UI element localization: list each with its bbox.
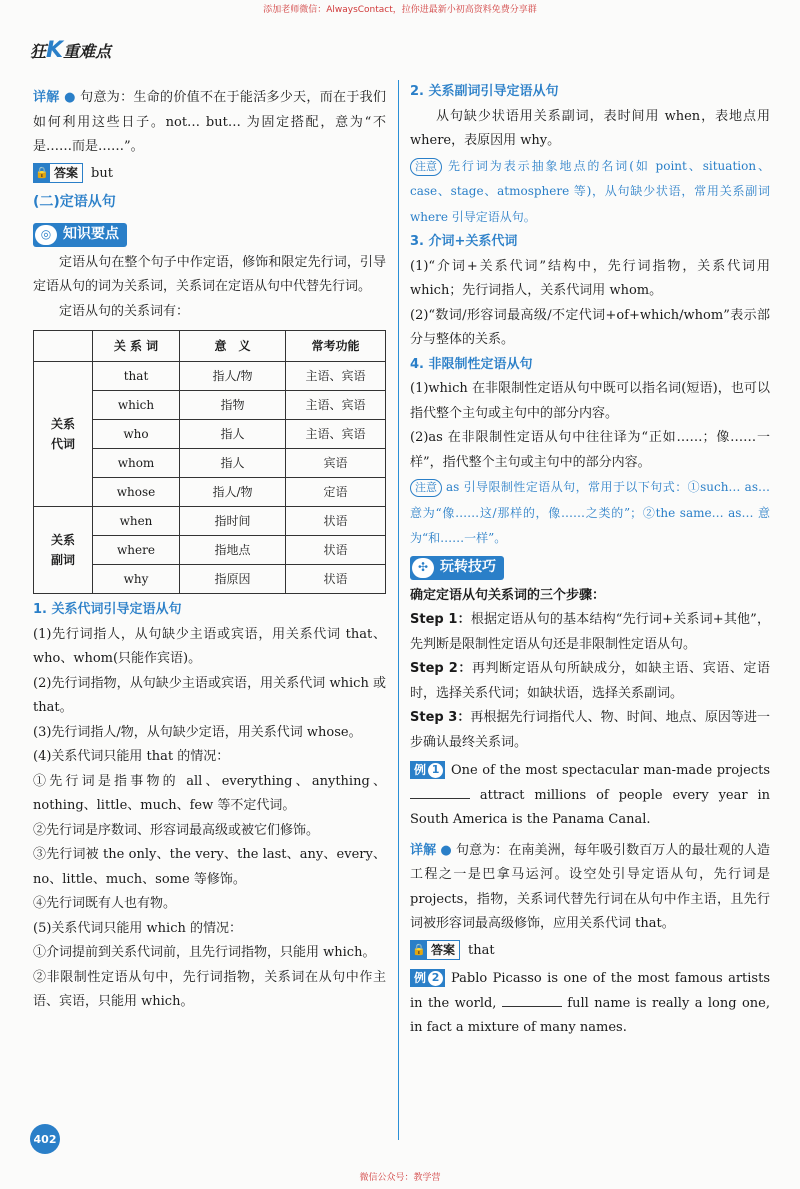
left-column [33, 86, 386, 1015]
step-text: 再判断定语从句所缺成分，如缺主语、宾语、定语时，选择关系代词；如缺状语，选择关系副词。 [410, 661, 770, 701]
detail-label: 详解 [410, 842, 437, 858]
detail-dot-icon: ● [59, 90, 81, 105]
left-paragraph: ③先行词被 the only、the very、the last、any、every、no、little、much、some 等修饰。 [33, 847, 386, 887]
example-2 [410, 967, 770, 1041]
note-1-text: 先行词为表示抽象地点的名词(如 point、situation、case、stage、atmosphere 等)，从句缺少状语，常用关系副词 where 引导定语从句。 [410, 158, 770, 224]
example-label: 例 [414, 763, 427, 777]
example-label: 例 [414, 971, 427, 985]
table-cell: 主语、宾语 [286, 420, 386, 449]
table-cell: whom [93, 449, 180, 478]
table-cell: whose [93, 478, 180, 507]
table-cell: 指物 [180, 391, 286, 420]
left-paragraph: ②非限制性定语从句中，先行词指物，关系词在从句中作主语、宾语，只能用 which。 [33, 969, 386, 1009]
example-1-text-a: One of the most spectacular man-made projects [451, 763, 770, 778]
bottom-footer: 微信公众号：教学营 [359, 1173, 441, 1183]
group-relative-pronoun: 关系 代词 [34, 362, 93, 507]
answer-2 [410, 939, 770, 964]
table-cell: 指人/物 [180, 478, 286, 507]
right-paragraph: (1)which 在非限制性定语从句中既可以指名词(短语)，也可以指代整个主句或主句中的部分内容。 [410, 381, 770, 421]
logo-post: 重难点 [63, 42, 112, 61]
table-cell: 指原因 [180, 565, 286, 594]
column-divider [398, 80, 399, 1140]
example-badge [410, 969, 445, 987]
table-header-row [34, 331, 386, 362]
left-paragraph: ④先行词既有人也有物。 [33, 896, 177, 911]
example-number: 2 [428, 971, 443, 986]
table-cell: 状语 [286, 536, 386, 565]
answer-2-value: that [468, 942, 495, 958]
table-row [34, 507, 386, 536]
group-relative-adverb: 关系 副词 [34, 507, 93, 594]
table-header-cell: 关 系 词 [93, 331, 180, 362]
table-header-cell: 意 义 [180, 331, 286, 362]
step-text: 根据定语从句的基本结构“先行词+关系词+其他”，先判断是限制性定语从句还是非限制性定语从句。 [410, 612, 770, 652]
right-paragraph: (2)“数词/形容词最高级/不定代词+of+which/whom”表示部分与整体的关系。 [410, 307, 770, 347]
example-number: 1 [428, 763, 443, 778]
table-header-cell [34, 331, 93, 362]
page-number: 402 [30, 1124, 60, 1154]
step-text: 再根据先行词指代人、物、时间、地点、原因等进一步确认最终关系词。 [410, 710, 770, 750]
table-cell: when [93, 507, 180, 536]
table-cell: where [93, 536, 180, 565]
detail-2-text: 句意为：在南美洲，每年吸引数百万人的最壮观的人造工程之一是巴拿马运河。设空处引导定语从句，先行词是 projects，指物，关系词代替先行词在从句中作主语，且先行词被形容词最高级修饰，应用关系代词 that。 [410, 842, 770, 931]
right-paragraph: (1)“介词+关系代词”结构中，先行词指物，关系代词用 which；先行词指人，关系代词用 whom。 [410, 258, 770, 298]
pinwheel-icon: ✣ [412, 558, 434, 578]
lock-icon: 🔒 [411, 941, 427, 959]
skill-badge [410, 556, 504, 580]
answer-blank [502, 992, 562, 1007]
table-row [34, 362, 386, 391]
logo-pre: 狂 [30, 42, 47, 61]
top-banner: 添加老师微信：AlwaysContact，拉你进最新小初高资料免费分享群 [263, 5, 537, 15]
step-1 [410, 608, 770, 657]
table-cell: 指人/物 [180, 362, 286, 391]
detail-1 [33, 86, 386, 160]
skill-title: 确定定语从句关系词的三个步骤： [410, 587, 606, 603]
table-cell: 主语、宾语 [286, 391, 386, 420]
table-cell: 状语 [286, 565, 386, 594]
left-paragraph: (1)先行词指人，从句缺少主语或宾语，用关系代词 that、who、whom(只能作宾语)。 [33, 626, 386, 666]
target-icon: ◎ [35, 225, 57, 245]
detail-dot-icon: ● [436, 842, 457, 858]
table-cell: 状语 [286, 507, 386, 536]
left-paragraph: (5)关系代词只能用 which 的情况： [33, 920, 242, 936]
right-paragraph: 从句缺少状语用关系副词，表时间用 when，表地点用 where，表原因用 why。 [410, 108, 770, 148]
answer-blank [410, 784, 470, 799]
table-cell: 主语、宾语 [286, 362, 386, 391]
detail-1-text: 句意为：生命的价值不在于能活多少天，而在于我们如何利用这些日子。not… but… 为固定搭配，意为“不是……而是……”。 [33, 90, 386, 154]
right-paragraph: (2)as 在非限制性定语从句中往往译为“正如……；像……一样”，指代整个主句或主句中的部分内容。 [410, 430, 770, 470]
note-1 [410, 154, 770, 231]
left-paragraph: ①介词提前到关系代词前，且先行词指物，只能用 which。 [33, 945, 376, 960]
answer-label: 答案 [54, 165, 79, 180]
note-2-text: as 引导限制性定语从句，常用于以下句式：①such… as… 意为“像……这/那样的，像……之类的”；②the same… as… 意为“和……一样”。 [410, 480, 770, 545]
table-header-cell: 常考功能 [286, 331, 386, 362]
heading-nonrestrictive: 4. 非限制性定语从句 [410, 356, 533, 372]
relative-words-table [33, 330, 386, 594]
table-cell: 指地点 [180, 536, 286, 565]
table-cell: 指时间 [180, 507, 286, 536]
heading-prep-pronoun: 3. 介词+关系代词 [410, 234, 518, 249]
detail-label: 详解 [33, 90, 60, 105]
table-cell: why [93, 565, 180, 594]
step-label: Step 1： [410, 612, 471, 627]
table-cell: that [93, 362, 180, 391]
step-2 [410, 657, 770, 706]
example-1-text-b: attract millions of people every year in South America is the Panama Canal. [410, 787, 770, 827]
table-cell: which [93, 391, 180, 420]
note-badge: 注意 [410, 158, 442, 176]
lock-icon: 🔒 [34, 164, 50, 182]
note-badge: 注意 [410, 479, 442, 497]
logo-k: K [46, 38, 64, 63]
note-2 [410, 475, 770, 552]
answer-1-value: but [91, 165, 113, 181]
heading-relative-adverb: 2. 关系副词引导定语从句 [410, 84, 559, 99]
skill-label: 玩转技巧 [440, 559, 496, 576]
left-paragraph: ②先行词是序数词、形容词最高级或被它们修饰。 [33, 822, 320, 838]
answer-1 [33, 162, 386, 187]
heading-relative-pronoun: 1. 关系代词引导定语从句 [33, 602, 182, 617]
knowledge-label: 知识要点 [63, 226, 119, 243]
detail-2 [410, 839, 770, 937]
right-column [410, 80, 770, 1041]
left-paragraph: (3)先行词指人/物，从句缺少定语，用关系代词 whose。 [33, 724, 362, 740]
table-cell: who [93, 420, 180, 449]
left-paragraph: ①先行词是指事物的 all、everything、anything、nothing、little、much、few 等不定代词。 [33, 773, 386, 813]
section-title: (二)定语从句 [33, 194, 116, 210]
example-2-text-a: Pablo Picasso is one of the most famous artists in the world, [410, 971, 770, 1011]
knowledge-badge [33, 223, 127, 247]
left-paragraph: (2)先行词指物，从句缺少主语或宾语，用关系代词 which 或 that。 [33, 675, 386, 715]
table-cell: 指人 [180, 449, 286, 478]
intro-2: 定语从句的关系词有： [59, 303, 190, 319]
left-paragraph: (4)关系代词只能用 that 的情况： [33, 749, 230, 764]
answer-badge [33, 163, 83, 183]
book-logo [30, 38, 111, 63]
step-3 [410, 706, 770, 755]
example-badge [410, 761, 445, 779]
answer-badge [410, 940, 460, 960]
table-cell: 宾语 [286, 449, 386, 478]
answer-label: 答案 [431, 942, 456, 957]
step-label: Step 2： [410, 661, 472, 676]
table-cell: 定语 [286, 478, 386, 507]
example-2-text-b: full name is really a long one, in fact a mixture of many names. [410, 995, 770, 1035]
example-1 [410, 759, 770, 833]
intro-1: 定语从句在整个句子中作定语，修饰和限定先行词，引导定语从句的词为关系词，关系词在定语从句中代替先行词。 [33, 254, 386, 294]
table-cell: 指人 [180, 420, 286, 449]
step-label: Step 3： [410, 710, 471, 725]
